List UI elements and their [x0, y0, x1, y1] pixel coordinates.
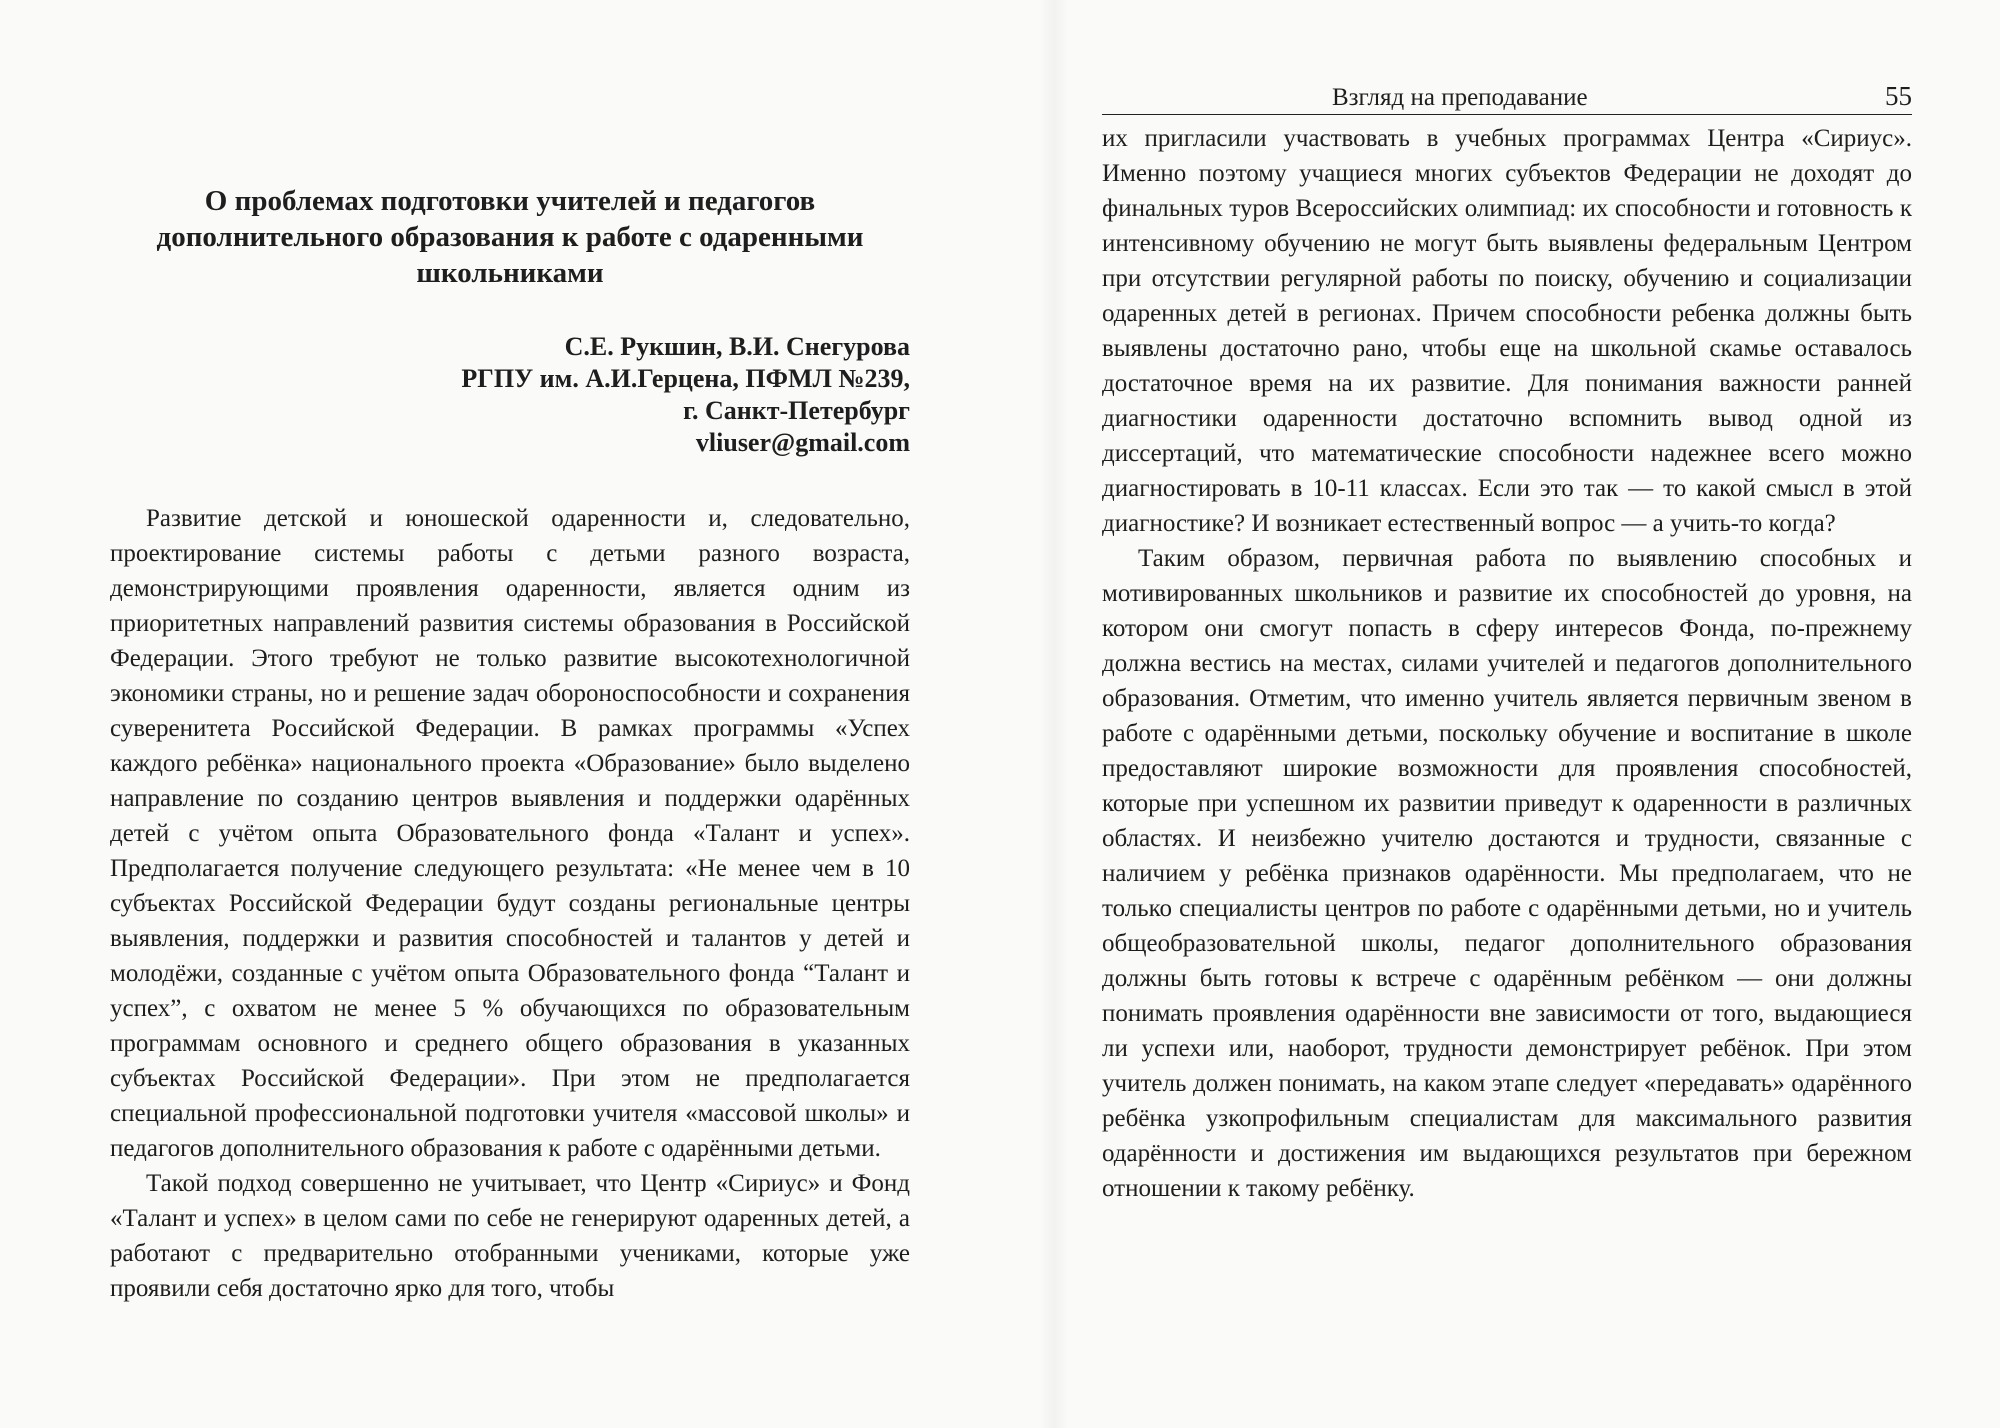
paragraph: Такой подход совершенно не учитывает, что Центр «Сириус» и Фонд «Талант и успех» в целом сами по себе не генерируют одаренных детей, а работают с предварительно отобранными учениками, которые уже проявили себя достаточно ярко для того, чтобы — [110, 1170, 910, 1302]
right-page — [1102, 0, 1912, 1428]
paragraph: Развитие детской и юношеской одаренности и, следовательно, проектирование системы работы с детьми разного возраста, демонстрирующими проявления одаренности, является одним из приоритетных направлений развития системы образования в Российской Федерации. Этого требуют не только развитие высокотехнологичной экономики страны, но и решение задач обороноспособности и сохранения суверенитета Российской Федерации. В рамках программы «Успех каждого ребёнка» национального проекта «Образование» было выделено направление по созданию центров выявления и поддержки одарённых детей с учётом опыта Образовательного фонда «Талант и успех». Предполагается получение следующего результата: «Не менее чем в 10 субъектах Российской Федерации будут созданы региональные центры выявления, поддержки и развития способностей и талантов у детей и молодёжи, созданные с учётом опыта Образовательного фонда “Талант и успех”, с охватом не менее 5 % обучающихся по образовательным программам основного и среднего общего образования в указанных субъектах Российской Федерации». При этом не предполагается специальной профессиональной подготовки учителя «массовой школы» и педагогов дополнительного образования к работе с одарёнными детьми. — [110, 505, 910, 1162]
authors-city: г. Санкт-Петербург — [683, 396, 910, 425]
article-title: О проблемах подготовки учителей и педагогов дополнительного образования к работе с одаренными школьниками — [156, 185, 864, 289]
right-body-text — [1102, 121, 1912, 1206]
authors-email: vliuser@gmail.com — [695, 428, 910, 457]
page-gutter — [1040, 0, 1068, 1428]
author-block — [110, 331, 910, 459]
page-number: 55 — [1885, 81, 1912, 111]
left-page — [110, 0, 910, 1428]
paragraph: их пригласили участвовать в учебных программах Центра «Сириус». Именно поэтому учащиеся многих субъектов Федерации не доходят до финальных туров Всероссийских олимпиад: их способности и готовность к интенсивному обучению не могут быть выявлены федеральным Центром при отсутствии регулярной работы по поиску, обучению и социализации одаренных детей в регионах. Причем способности ребенка должны быть выявлены достаточно рано, чтобы еще на школьной скамье оставалось достаточное время на их развитие. Для понимания важности ранней диагностики одаренности достаточно вспомнить вывод одной из диссертаций, что математические способности надежнее всего можно диагностировать в 10-11 классах. Если это так — то какой смысл в этой диагностике? И возникает естественный вопрос — а учить-то когда? — [1102, 125, 1912, 537]
running-header — [1102, 80, 1912, 115]
left-body-text — [110, 501, 910, 1306]
running-title: Взгляд на преподавание — [1332, 84, 1588, 111]
authors-names: С.Е. Рукшин, В.И. Снегурова — [564, 332, 910, 361]
authors-affiliation: РГПУ им. А.И.Герцена, ПФМЛ №239, — [461, 364, 910, 393]
paragraph: Таким образом, первичная работа по выявлению способных и мотивированных школьников и развитие их способностей до уровня, на котором они смогут попасть в сферу интересов Фонда, по-прежнему должна вестись на местах, силами учителей и педагогов дополнительного образования. Отметим, что именно учитель является первичным звеном в работе с одарёнными детьми, поскольку обучение и воспитание в школе предоставляют широкие возможности для проявления способностей, которые при успешном их развитии приведут к одаренности в различных областях. И неизбежно учителю достаются и трудности, связанные с наличием у ребёнка признаков одарённости. Мы предполагаем, что не только специалисты центров по работе с одарёнными детьми, но и учитель общеобразовательной школы, педагог дополнительного образования должны быть готовы к встрече с одарённым ребёнком — они должны понимать проявления одарённости вне зависимости от того, выдающиеся ли успехи или, наоборот, трудности демонстрирует ребёнок. При этом учитель должен понимать, на каком этапе следует «передавать» одарённого ребёнка узкопрофильным специалистам для максимального развития одарённости и достижения им выдающихся результатов при бережном отношении к такому ребёнку. — [1102, 545, 1912, 1202]
